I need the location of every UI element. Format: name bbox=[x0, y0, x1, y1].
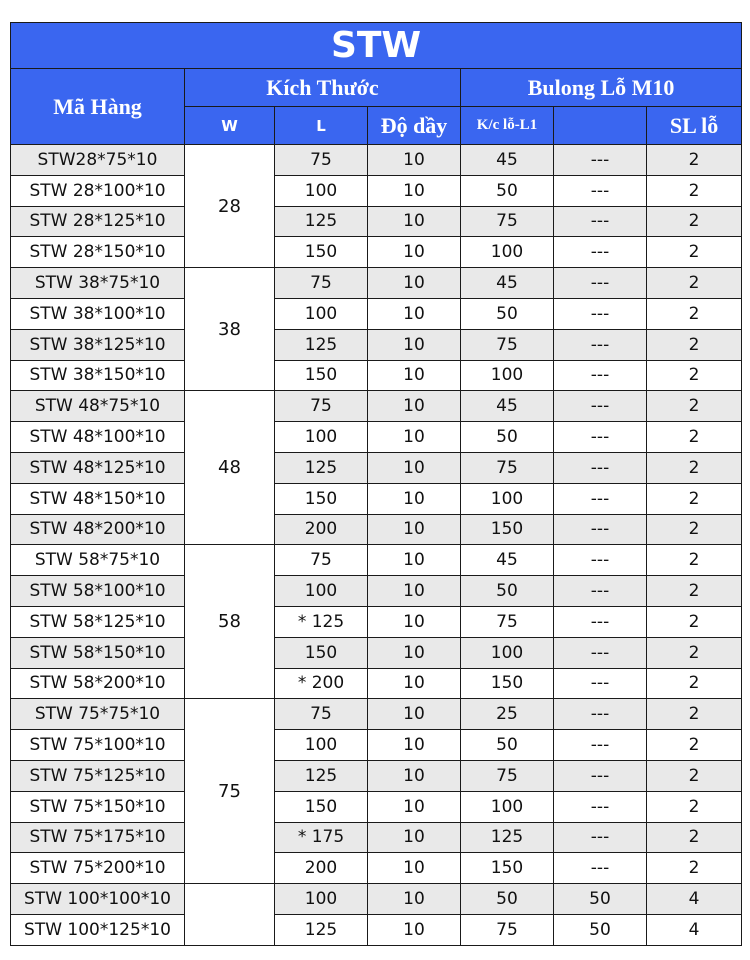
cell-hole-count: 2 bbox=[647, 145, 742, 176]
cell-thickness: 10 bbox=[368, 422, 461, 453]
cell-hole-distance: 150 bbox=[461, 668, 554, 699]
cell-hole-distance: 50 bbox=[461, 576, 554, 607]
cell-hole-distance: 50 bbox=[461, 175, 554, 206]
cell-l: * 200 bbox=[275, 668, 368, 699]
cell-l: * 125 bbox=[275, 606, 368, 637]
cell-hole-distance-2: --- bbox=[554, 452, 647, 483]
cell-code: STW 28*150*10 bbox=[11, 237, 185, 268]
cell-hole-count: 2 bbox=[647, 760, 742, 791]
cell-thickness: 10 bbox=[368, 175, 461, 206]
cell-thickness: 10 bbox=[368, 360, 461, 391]
cell-hole-distance: 150 bbox=[461, 514, 554, 545]
header-sl: SL lỗ bbox=[647, 107, 742, 145]
cell-hole-count: 2 bbox=[647, 452, 742, 483]
cell-hole-distance-2: --- bbox=[554, 730, 647, 761]
cell-hole-distance: 150 bbox=[461, 853, 554, 884]
cell-hole-count: 4 bbox=[647, 884, 742, 915]
cell-hole-count: 2 bbox=[647, 545, 742, 576]
table-row bbox=[11, 730, 742, 761]
cell-hole-distance-2: --- bbox=[554, 483, 647, 514]
header-l: L bbox=[275, 107, 368, 145]
cell-w-group: 75 bbox=[185, 699, 275, 884]
cell-hole-distance-2: --- bbox=[554, 175, 647, 206]
cell-l: 100 bbox=[275, 576, 368, 607]
table-row bbox=[11, 422, 742, 453]
cell-hole-distance-2: --- bbox=[554, 360, 647, 391]
cell-thickness: 10 bbox=[368, 145, 461, 176]
cell-l: 75 bbox=[275, 268, 368, 299]
table-row bbox=[11, 514, 742, 545]
cell-hole-distance: 100 bbox=[461, 360, 554, 391]
cell-hole-distance: 45 bbox=[461, 391, 554, 422]
cell-thickness: 10 bbox=[368, 668, 461, 699]
cell-hole-count: 2 bbox=[647, 791, 742, 822]
cell-hole-count: 2 bbox=[647, 237, 742, 268]
cell-thickness: 10 bbox=[368, 298, 461, 329]
cell-hole-count: 2 bbox=[647, 391, 742, 422]
cell-l: 100 bbox=[275, 730, 368, 761]
cell-l: 75 bbox=[275, 699, 368, 730]
cell-l: 200 bbox=[275, 853, 368, 884]
table-row bbox=[11, 853, 742, 884]
cell-hole-distance: 75 bbox=[461, 760, 554, 791]
cell-w-group bbox=[185, 884, 275, 946]
table-row bbox=[11, 268, 742, 299]
cell-code: STW 38*125*10 bbox=[11, 329, 185, 360]
cell-code: STW 58*125*10 bbox=[11, 606, 185, 637]
table-row bbox=[11, 606, 742, 637]
cell-hole-distance: 45 bbox=[461, 545, 554, 576]
cell-code: STW 58*200*10 bbox=[11, 668, 185, 699]
cell-hole-distance: 45 bbox=[461, 145, 554, 176]
cell-hole-distance: 75 bbox=[461, 606, 554, 637]
table-row bbox=[11, 914, 742, 945]
cell-thickness: 10 bbox=[368, 822, 461, 853]
cell-hole-distance: 75 bbox=[461, 206, 554, 237]
cell-hole-distance-2: --- bbox=[554, 422, 647, 453]
cell-code: STW 100*100*10 bbox=[11, 884, 185, 915]
cell-l: 100 bbox=[275, 298, 368, 329]
cell-hole-distance-2: --- bbox=[554, 822, 647, 853]
cell-code: STW 48*200*10 bbox=[11, 514, 185, 545]
cell-w-group: 48 bbox=[185, 391, 275, 545]
cell-l: 100 bbox=[275, 422, 368, 453]
cell-hole-count: 2 bbox=[647, 483, 742, 514]
cell-hole-distance-2: --- bbox=[554, 760, 647, 791]
cell-hole-count: 2 bbox=[647, 606, 742, 637]
cell-hole-distance: 75 bbox=[461, 452, 554, 483]
cell-code: STW 48*150*10 bbox=[11, 483, 185, 514]
cell-l: 150 bbox=[275, 637, 368, 668]
cell-l: 125 bbox=[275, 914, 368, 945]
table-row bbox=[11, 884, 742, 915]
header-w: W bbox=[185, 107, 275, 145]
cell-w-group: 58 bbox=[185, 545, 275, 699]
cell-thickness: 10 bbox=[368, 730, 461, 761]
cell-code: STW 48*125*10 bbox=[11, 452, 185, 483]
cell-hole-distance-2: --- bbox=[554, 268, 647, 299]
table-row bbox=[11, 668, 742, 699]
cell-hole-count: 2 bbox=[647, 576, 742, 607]
cell-l: * 175 bbox=[275, 822, 368, 853]
cell-w-group: 28 bbox=[185, 145, 275, 268]
cell-l: 75 bbox=[275, 545, 368, 576]
cell-hole-distance: 100 bbox=[461, 483, 554, 514]
table-row bbox=[11, 791, 742, 822]
cell-hole-count: 2 bbox=[647, 668, 742, 699]
cell-hole-distance-2: --- bbox=[554, 145, 647, 176]
cell-code: STW 75*175*10 bbox=[11, 822, 185, 853]
cell-l: 100 bbox=[275, 175, 368, 206]
cell-code: STW 48*100*10 bbox=[11, 422, 185, 453]
cell-code: STW 75*75*10 bbox=[11, 699, 185, 730]
cell-hole-distance: 50 bbox=[461, 884, 554, 915]
cell-code: STW 58*75*10 bbox=[11, 545, 185, 576]
cell-thickness: 10 bbox=[368, 853, 461, 884]
cell-hole-count: 2 bbox=[647, 206, 742, 237]
cell-l: 150 bbox=[275, 483, 368, 514]
cell-l: 125 bbox=[275, 452, 368, 483]
cell-thickness: 10 bbox=[368, 452, 461, 483]
cell-l: 150 bbox=[275, 360, 368, 391]
table-title: STW bbox=[11, 23, 742, 69]
cell-code: STW 58*150*10 bbox=[11, 637, 185, 668]
cell-hole-count: 2 bbox=[647, 822, 742, 853]
cell-hole-distance-2: --- bbox=[554, 853, 647, 884]
cell-hole-distance-2: --- bbox=[554, 514, 647, 545]
cell-hole-distance-2: --- bbox=[554, 237, 647, 268]
cell-hole-distance: 125 bbox=[461, 822, 554, 853]
cell-thickness: 10 bbox=[368, 699, 461, 730]
cell-thickness: 10 bbox=[368, 206, 461, 237]
header-kich-thuoc: Kích Thước bbox=[185, 69, 461, 107]
cell-code: STW28*75*10 bbox=[11, 145, 185, 176]
cell-hole-distance-2: --- bbox=[554, 329, 647, 360]
cell-hole-distance-2: --- bbox=[554, 545, 647, 576]
cell-code: STW 75*100*10 bbox=[11, 730, 185, 761]
cell-hole-count: 2 bbox=[647, 360, 742, 391]
cell-hole-count: 2 bbox=[647, 637, 742, 668]
cell-thickness: 10 bbox=[368, 760, 461, 791]
cell-code: STW 28*125*10 bbox=[11, 206, 185, 237]
cell-code: STW 48*75*10 bbox=[11, 391, 185, 422]
table-row bbox=[11, 483, 742, 514]
cell-thickness: 10 bbox=[368, 576, 461, 607]
cell-thickness: 10 bbox=[368, 637, 461, 668]
header-blank bbox=[554, 107, 647, 145]
table-row bbox=[11, 360, 742, 391]
table-row bbox=[11, 452, 742, 483]
cell-hole-count: 2 bbox=[647, 268, 742, 299]
cell-code: STW 75*125*10 bbox=[11, 760, 185, 791]
cell-hole-distance-2: --- bbox=[554, 391, 647, 422]
table-row bbox=[11, 237, 742, 268]
cell-hole-count: 2 bbox=[647, 329, 742, 360]
cell-hole-distance-2: 50 bbox=[554, 884, 647, 915]
cell-thickness: 10 bbox=[368, 606, 461, 637]
cell-thickness: 10 bbox=[368, 514, 461, 545]
table-row bbox=[11, 545, 742, 576]
table-row bbox=[11, 699, 742, 730]
header-kc: K/c lỗ-L1 bbox=[461, 107, 554, 145]
table-row bbox=[11, 391, 742, 422]
cell-hole-distance-2: --- bbox=[554, 668, 647, 699]
cell-hole-distance-2: --- bbox=[554, 298, 647, 329]
cell-hole-distance: 50 bbox=[461, 422, 554, 453]
cell-l: 100 bbox=[275, 884, 368, 915]
cell-hole-distance-2: --- bbox=[554, 637, 647, 668]
cell-thickness: 10 bbox=[368, 237, 461, 268]
table-row bbox=[11, 576, 742, 607]
cell-thickness: 10 bbox=[368, 545, 461, 576]
cell-l: 125 bbox=[275, 329, 368, 360]
header-bulong: Bulong Lỗ M10 bbox=[461, 69, 742, 107]
table-row bbox=[11, 298, 742, 329]
cell-hole-distance-2: --- bbox=[554, 576, 647, 607]
table-row bbox=[11, 175, 742, 206]
cell-w-group: 38 bbox=[185, 268, 275, 391]
cell-hole-distance: 50 bbox=[461, 730, 554, 761]
cell-hole-distance: 100 bbox=[461, 791, 554, 822]
cell-hole-count: 2 bbox=[647, 175, 742, 206]
table-row bbox=[11, 206, 742, 237]
header-do-day: Độ dầy bbox=[368, 107, 461, 145]
cell-thickness: 10 bbox=[368, 391, 461, 422]
cell-hole-distance: 100 bbox=[461, 637, 554, 668]
cell-l: 75 bbox=[275, 145, 368, 176]
cell-code: STW 38*100*10 bbox=[11, 298, 185, 329]
cell-hole-count: 2 bbox=[647, 853, 742, 884]
cell-code: STW 100*125*10 bbox=[11, 914, 185, 945]
cell-hole-count: 2 bbox=[647, 422, 742, 453]
cell-hole-distance: 100 bbox=[461, 237, 554, 268]
cell-l: 125 bbox=[275, 206, 368, 237]
table-row bbox=[11, 637, 742, 668]
cell-thickness: 10 bbox=[368, 268, 461, 299]
header-ma-hang: Mã Hàng bbox=[11, 69, 185, 145]
cell-code: STW 28*100*10 bbox=[11, 175, 185, 206]
cell-hole-distance: 75 bbox=[461, 914, 554, 945]
cell-hole-distance-2: --- bbox=[554, 699, 647, 730]
cell-l: 150 bbox=[275, 791, 368, 822]
table-row bbox=[11, 822, 742, 853]
cell-l: 150 bbox=[275, 237, 368, 268]
cell-hole-count: 2 bbox=[647, 730, 742, 761]
cell-l: 200 bbox=[275, 514, 368, 545]
cell-hole-distance-2: 50 bbox=[554, 914, 647, 945]
cell-thickness: 10 bbox=[368, 884, 461, 915]
table-row bbox=[11, 760, 742, 791]
cell-hole-distance: 25 bbox=[461, 699, 554, 730]
cell-thickness: 10 bbox=[368, 914, 461, 945]
cell-code: STW 58*100*10 bbox=[11, 576, 185, 607]
cell-hole-count: 2 bbox=[647, 514, 742, 545]
cell-hole-distance-2: --- bbox=[554, 606, 647, 637]
cell-hole-distance: 50 bbox=[461, 298, 554, 329]
cell-hole-distance: 75 bbox=[461, 329, 554, 360]
cell-l: 125 bbox=[275, 760, 368, 791]
cell-l: 75 bbox=[275, 391, 368, 422]
cell-code: STW 75*200*10 bbox=[11, 853, 185, 884]
cell-thickness: 10 bbox=[368, 329, 461, 360]
table-row bbox=[11, 145, 742, 176]
cell-code: STW 75*150*10 bbox=[11, 791, 185, 822]
cell-thickness: 10 bbox=[368, 483, 461, 514]
cell-hole-distance-2: --- bbox=[554, 791, 647, 822]
cell-hole-distance-2: --- bbox=[554, 206, 647, 237]
cell-code: STW 38*75*10 bbox=[11, 268, 185, 299]
cell-hole-distance: 45 bbox=[461, 268, 554, 299]
cell-thickness: 10 bbox=[368, 791, 461, 822]
spec-table bbox=[10, 22, 742, 946]
cell-code: STW 38*150*10 bbox=[11, 360, 185, 391]
cell-hole-count: 4 bbox=[647, 914, 742, 945]
cell-hole-count: 2 bbox=[647, 298, 742, 329]
cell-hole-count: 2 bbox=[647, 699, 742, 730]
table-row bbox=[11, 329, 742, 360]
